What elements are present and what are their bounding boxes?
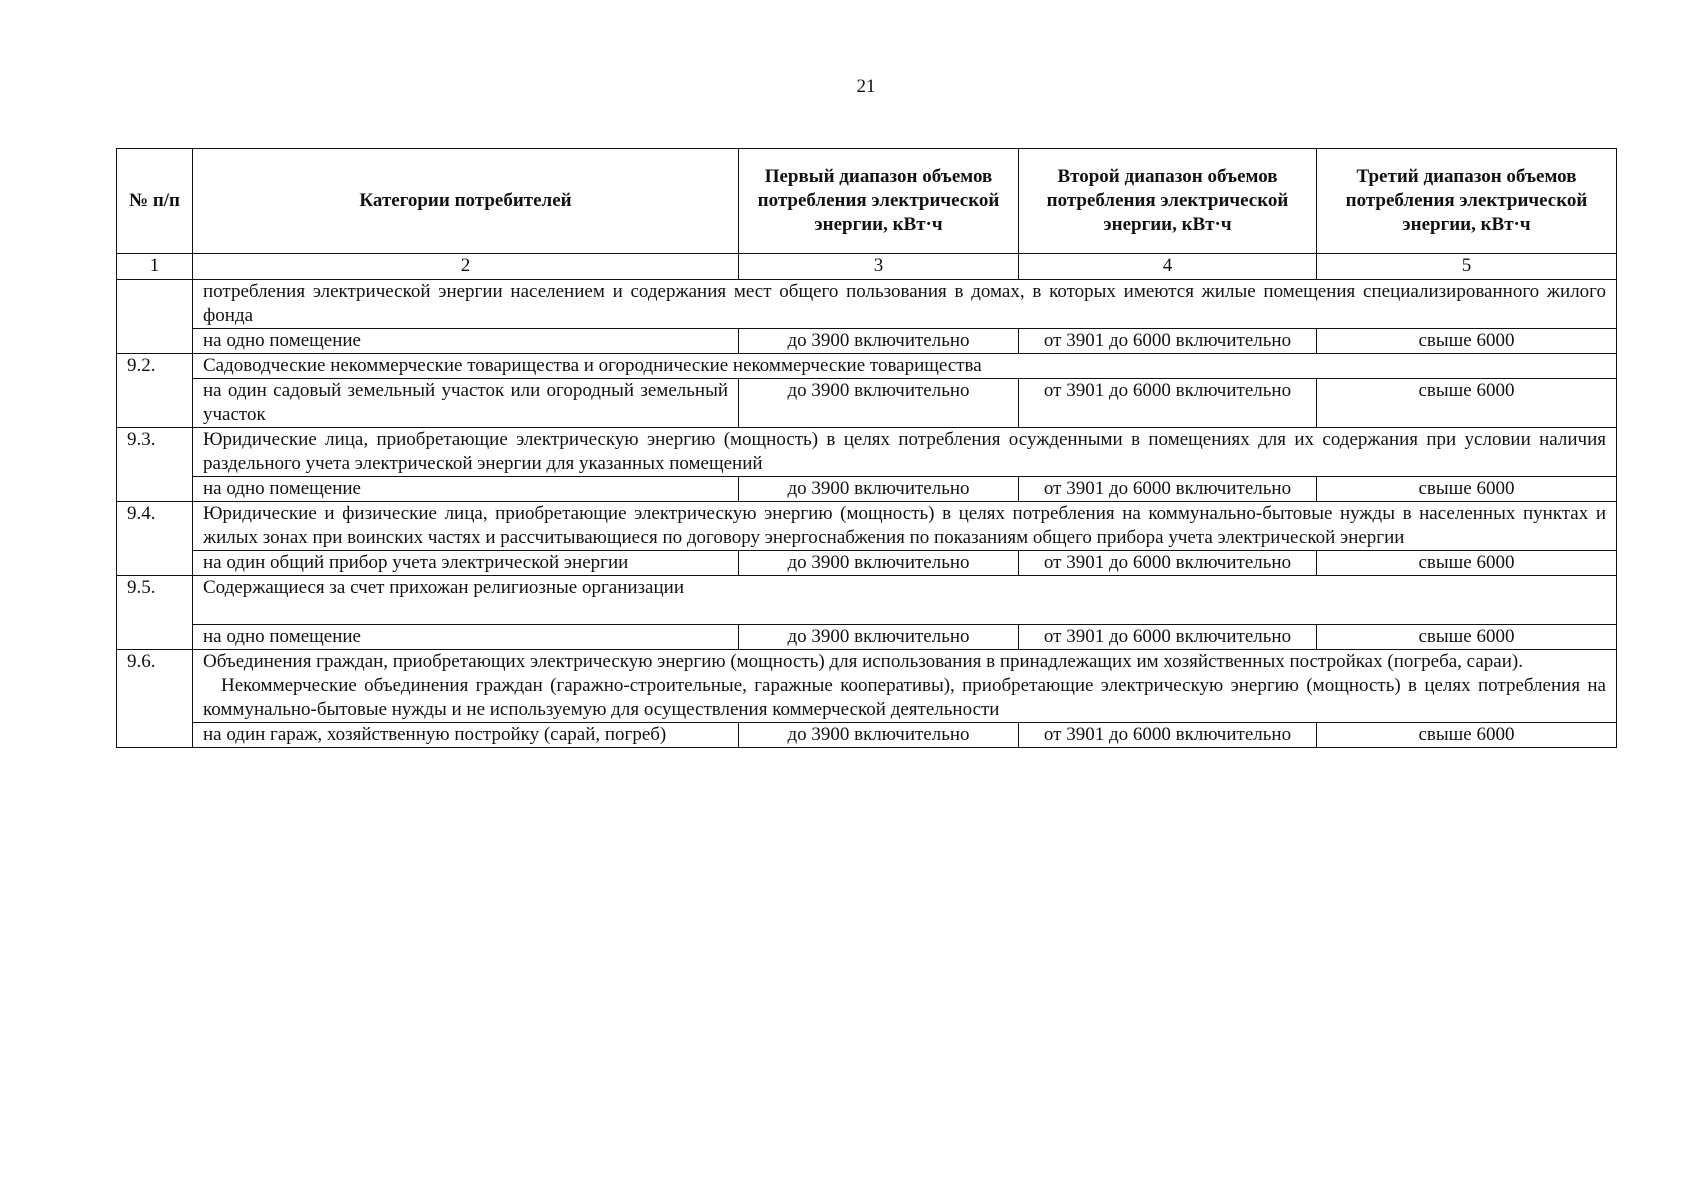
- unit-label: на одно помещение: [193, 625, 739, 650]
- column-number: 5: [1317, 254, 1617, 280]
- range-3-value: свыше 6000: [1317, 551, 1617, 576]
- category-description: Садоводческие некоммерческие товарищества и огороднические некоммерческие товарищества: [193, 354, 1617, 379]
- column-number: 4: [1019, 254, 1317, 280]
- category-row: [117, 280, 1617, 329]
- header-num: № п/п: [117, 149, 193, 254]
- row-number: 9.6.: [117, 650, 193, 748]
- range-1-value: до 3900 включительно: [739, 551, 1019, 576]
- range-2-value: от 3901 до 6000 включительно: [1019, 625, 1317, 650]
- range-1-value: до 3900 включительно: [739, 379, 1019, 428]
- range-3-value: свыше 6000: [1317, 723, 1617, 748]
- range-1-value: до 3900 включительно: [739, 625, 1019, 650]
- row-number: 9.3.: [117, 428, 193, 502]
- range-2-value: от 3901 до 6000 включительно: [1019, 379, 1317, 428]
- range-row: [117, 329, 1617, 354]
- column-number: 2: [193, 254, 739, 280]
- header-category: Категории потребителей: [193, 149, 739, 254]
- category-row: [117, 650, 1617, 723]
- range-2-value: от 3901 до 6000 включительно: [1019, 477, 1317, 502]
- category-description: Содержащиеся за счет прихожан религиозные организации: [193, 576, 1617, 625]
- range-row: [117, 551, 1617, 576]
- row-number: 9.2.: [117, 354, 193, 428]
- range-2-value: от 3901 до 6000 включительно: [1019, 329, 1317, 354]
- tariff-table: [116, 148, 1617, 748]
- category-row: [117, 354, 1617, 379]
- category-description-cell: [193, 650, 1617, 723]
- category-row: [117, 502, 1617, 551]
- column-number: 1: [117, 254, 193, 280]
- range-row: [117, 477, 1617, 502]
- range-row: [117, 379, 1617, 428]
- range-3-value: свыше 6000: [1317, 329, 1617, 354]
- unit-label: на один общий прибор учета электрической энергии: [193, 551, 739, 576]
- category-description-continued: Некоммерческие объединения граждан (гаражно-строительные, гаражные кооперативы), приобретающие электрическую энергию (мощность) в целях потребления на коммунально-бытовые нужды и не используемую для осуществления коммерческой деятельности: [203, 675, 1606, 720]
- range-2-value: от 3901 до 6000 включительно: [1019, 551, 1317, 576]
- header-range-1: Первый диапазон объемов потребления электрической энергии, кВт·ч: [739, 149, 1019, 254]
- column-number: 3: [739, 254, 1019, 280]
- range-3-value: свыше 6000: [1317, 477, 1617, 502]
- range-2-value: от 3901 до 6000 включительно: [1019, 723, 1317, 748]
- column-number-row: [117, 254, 1617, 280]
- row-number: 9.4.: [117, 502, 193, 576]
- range-1-value: до 3900 включительно: [739, 329, 1019, 354]
- category-description: Объединения граждан, приобретающих электрическую энергию (мощность) для использования в принадлежащих им хозяйственных постройках (погреба, сараи).: [203, 651, 1523, 672]
- range-3-value: свыше 6000: [1317, 625, 1617, 650]
- category-description: потребления электрической энергии населением и содержания мест общего пользования в домах, в которых имеются жилые помещения специализированного жилого фонда: [193, 280, 1617, 329]
- unit-label: на одно помещение: [193, 477, 739, 502]
- range-1-value: до 3900 включительно: [739, 477, 1019, 502]
- range-row: [117, 625, 1617, 650]
- row-number: [117, 280, 193, 354]
- page-number: 21: [856, 76, 876, 97]
- header-range-2: Второй диапазон объемов потребления электрической энергии, кВт·ч: [1019, 149, 1317, 254]
- row-number: 9.5.: [117, 576, 193, 650]
- unit-label: на один садовый земельный участок или огородный земельный участок: [193, 379, 739, 428]
- unit-label: на один гараж, хозяйственную постройку (сарай, погреб): [193, 723, 739, 748]
- table-header-row: [117, 149, 1617, 254]
- category-description: Юридические и физические лица, приобретающие электрическую энергию (мощность) в целях потребления на коммунально-бытовые нужды в населенных пунктах и жилых зонах при воинских частях и рассчитывающиеся по договору энергоснабжения по показаниям общего прибора учета электрической энергии: [193, 502, 1617, 551]
- header-range-3: Третий диапазон объемов потребления электрической энергии, кВт·ч: [1317, 149, 1617, 254]
- unit-label: на одно помещение: [193, 329, 739, 354]
- category-row: [117, 576, 1617, 625]
- category-description: Юридические лица, приобретающие электрическую энергию (мощность) в целях потребления осужденными в помещениях для их содержания при условии наличия раздельного учета электрической энергии для указанных помещений: [193, 428, 1617, 477]
- range-row: [117, 723, 1617, 748]
- range-3-value: свыше 6000: [1317, 379, 1617, 428]
- range-1-value: до 3900 включительно: [739, 723, 1019, 748]
- category-row: [117, 428, 1617, 477]
